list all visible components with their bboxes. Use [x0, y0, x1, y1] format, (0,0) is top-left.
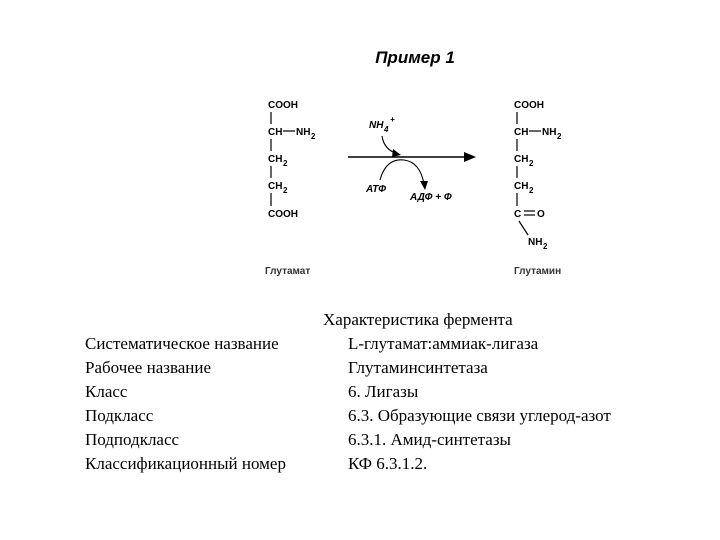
table-row — [85, 382, 685, 406]
row-key: Подкласс — [85, 406, 154, 425]
glutamine-ch2-a-subscript: 2 — [529, 159, 534, 168]
glutamate-cooh-bottom: COOH — [268, 209, 298, 220]
ammonium-superscript: + — [390, 115, 395, 124]
slide-title: Пример 1 — [375, 48, 455, 67]
table-row — [85, 430, 685, 454]
glutamine-ch2-b: CH — [514, 181, 529, 192]
atp-label: АТФ — [366, 184, 386, 195]
row-value: КФ 6.3.1.2. — [348, 454, 428, 473]
row-key: Подподкласс — [85, 430, 180, 449]
glutamate-ch2-b-subscript: 2 — [283, 186, 288, 195]
glutamine-ch2-a: CH — [514, 154, 529, 165]
glutamate-ch2-b: CH — [268, 181, 283, 192]
ammonium-subscript: 4 — [384, 125, 389, 134]
glutamate-ch2-a: CH — [268, 154, 283, 165]
table-row — [85, 454, 685, 478]
row-value: Глутаминсинтетаза — [348, 358, 488, 377]
row-value: 6. Лигазы — [348, 382, 419, 401]
ammonium-label: NH — [369, 120, 384, 131]
glutamate-ch2-a-subscript: 2 — [283, 159, 288, 168]
glutamine-ch: CH — [514, 127, 529, 138]
glutamine-name: Глутамин — [514, 266, 562, 277]
adp-label: АДФ + Ф — [410, 192, 452, 203]
row-key: Класс — [85, 382, 128, 401]
table-title: Характеристика фермента — [323, 310, 513, 329]
glutamate-nh-subscript: 2 — [311, 132, 316, 141]
row-key: Классификационный номер — [85, 454, 286, 473]
row-value: L-глутамат:аммиак-лигаза — [348, 334, 539, 353]
table-row — [85, 334, 685, 358]
glutamine-cooh: COOH — [514, 100, 544, 111]
glutamine-ch2-b-subscript: 2 — [529, 186, 534, 195]
glutamate-ch: CH — [268, 127, 283, 138]
row-value: 6.3.1. Амид-синтетазы — [348, 430, 511, 449]
row-key: Систематическое название — [85, 334, 279, 353]
glutamate-name: Глутамат — [265, 266, 311, 277]
glutamine-nh: NH — [542, 127, 557, 138]
table-row — [85, 358, 685, 382]
row-value: 6.3. Образующие связи углерод-азот — [348, 406, 611, 425]
glutamine-carbonyl-carbon: C — [514, 209, 522, 220]
glutamine-carbonyl-oxygen: O — [537, 209, 545, 220]
glutamine-nh-subscript: 2 — [557, 132, 562, 141]
glutamate-nh: NH — [296, 127, 311, 138]
row-key: Рабочее название — [85, 358, 212, 377]
glutamate-cooh-top: COOH — [268, 100, 298, 111]
table-row — [85, 406, 685, 430]
glutamine-amide-nh: NH — [528, 237, 543, 248]
glutamine-amide-subscript: 2 — [543, 242, 548, 251]
